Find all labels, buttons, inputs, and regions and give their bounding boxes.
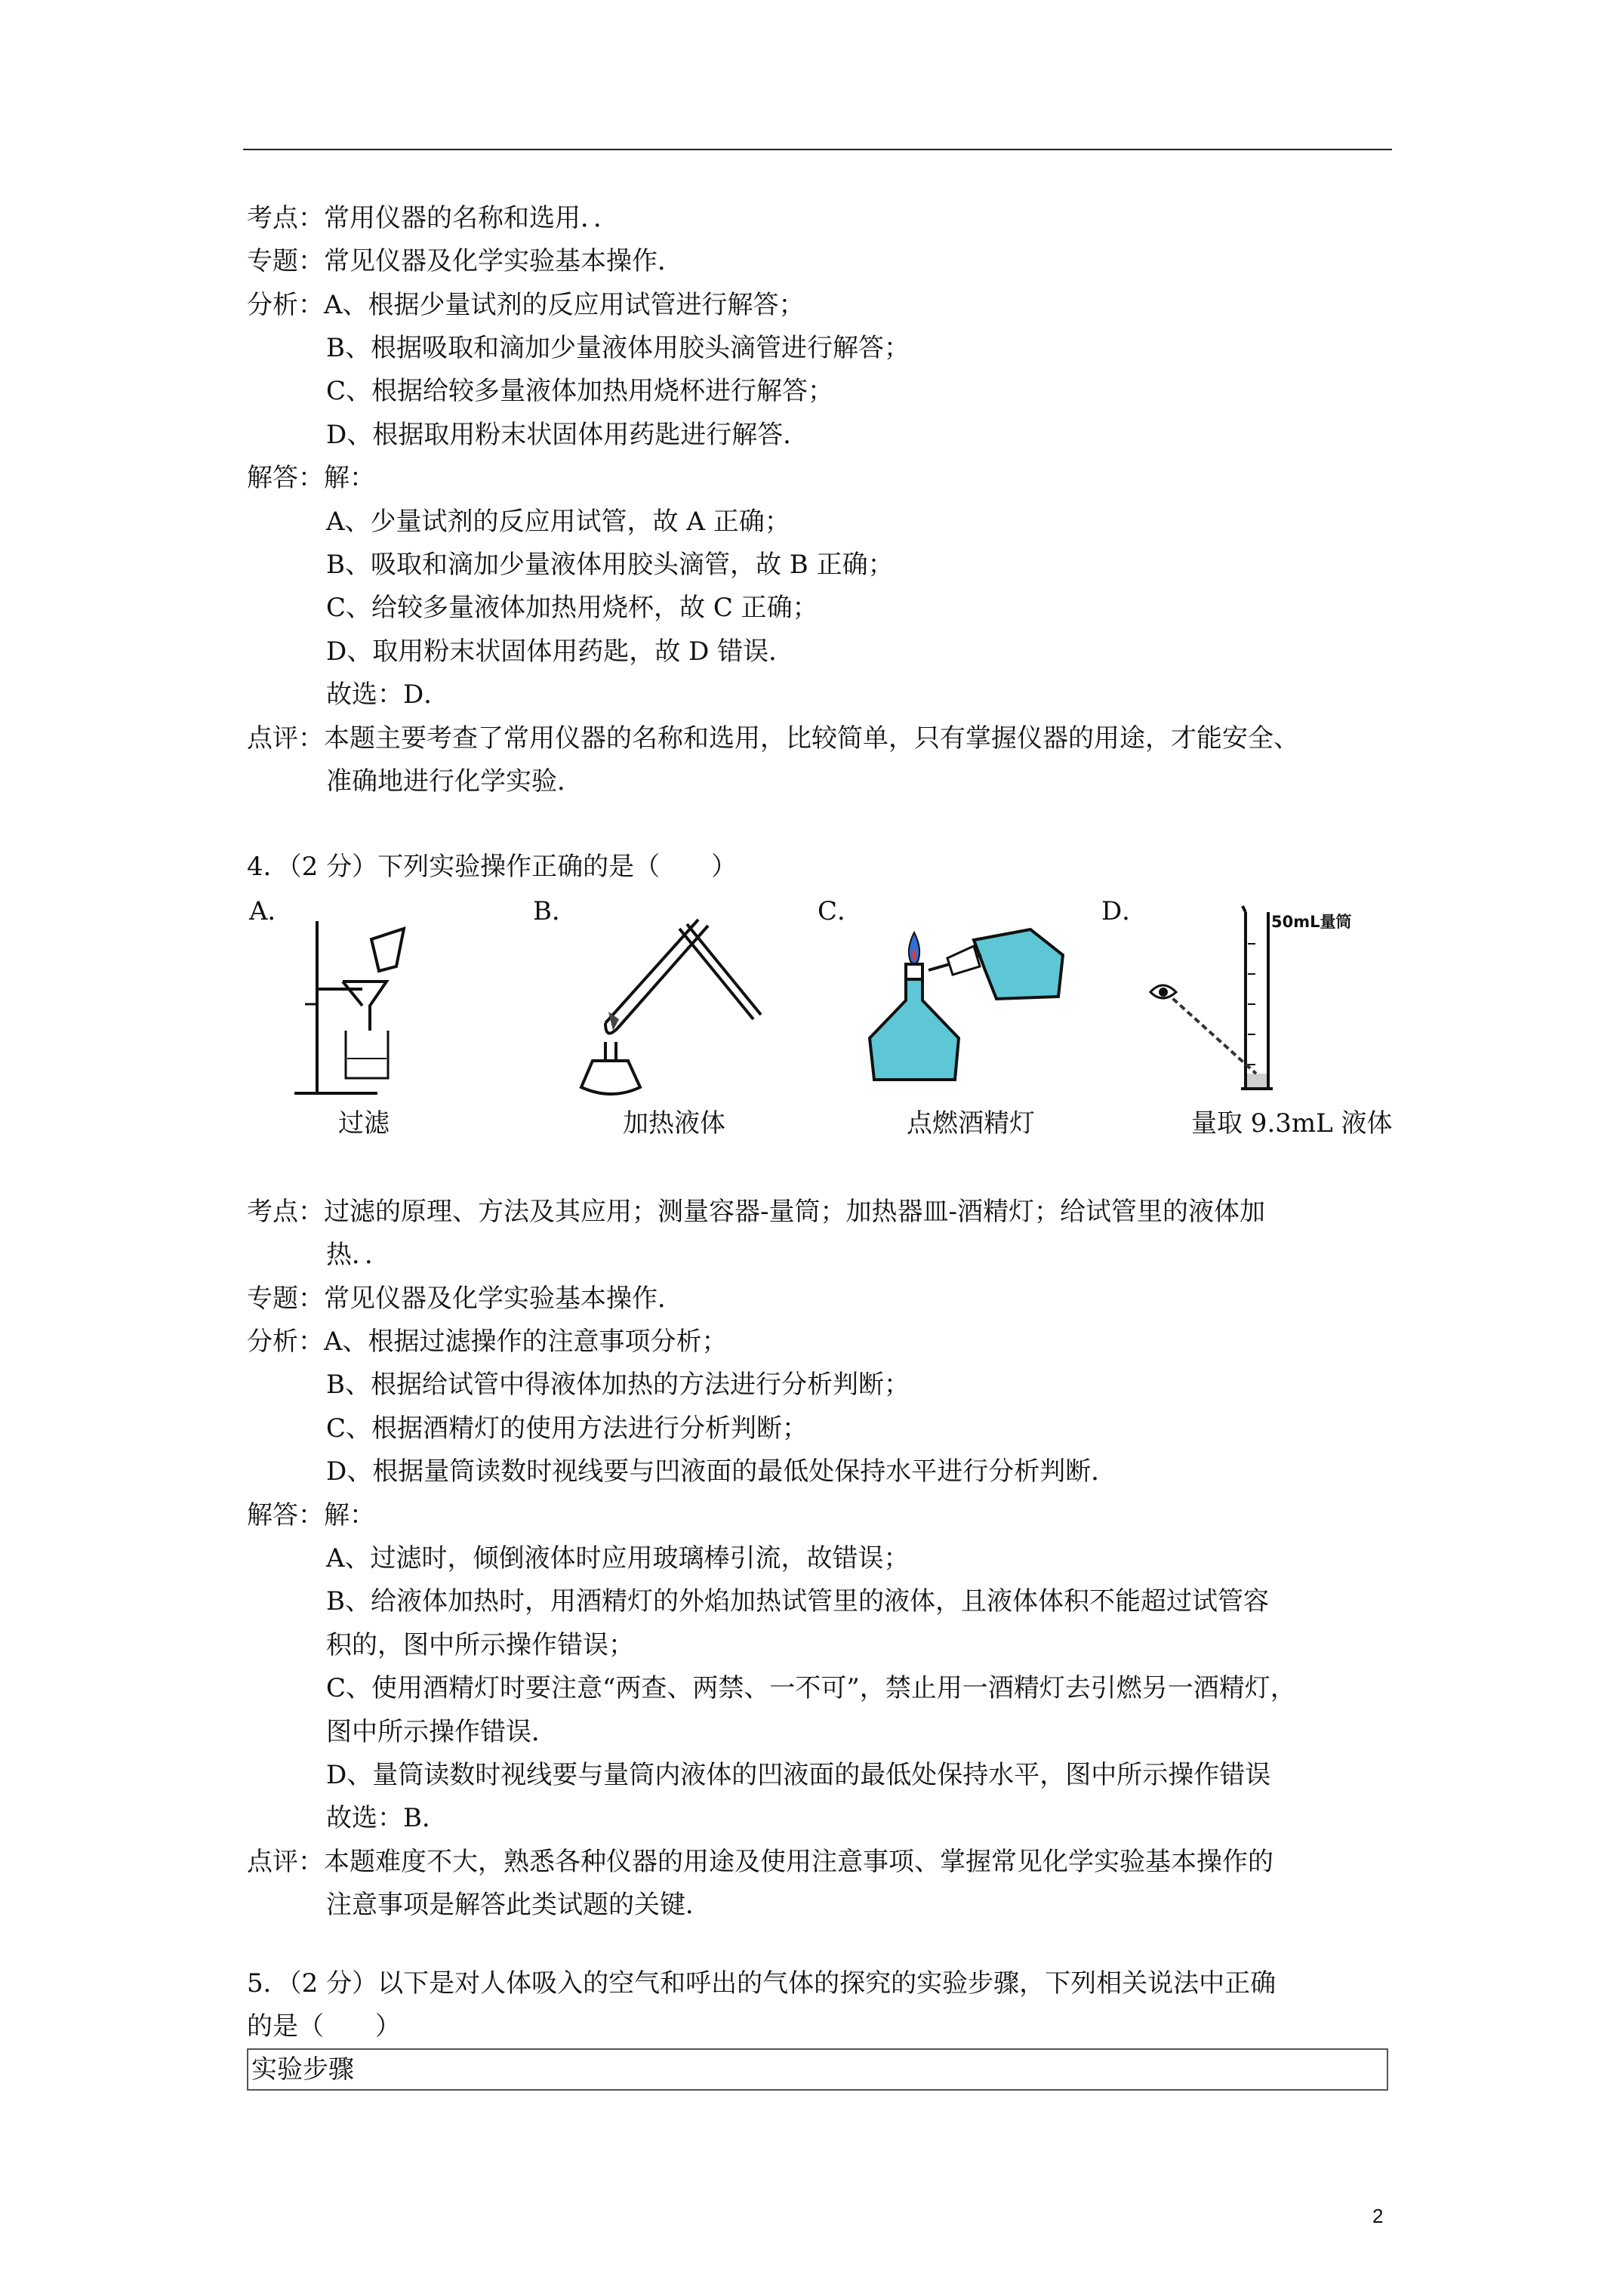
q4-fenxi-line: 分析：A、根据过滤操作的注意事项分析； bbox=[247, 1327, 728, 1357]
table-header-cell: 实验步骤 bbox=[251, 2054, 354, 2085]
q4-fenxi-line: C、根据酒精灯的使用方法进行分析判断； bbox=[326, 1413, 808, 1444]
q4-jieda-line: D、量筒读数时视线要与量筒内液体的凹液面的最低处保持水平，图中所示操作错误 bbox=[326, 1760, 1271, 1790]
q3-jieda-label: 解答：解： bbox=[247, 463, 375, 493]
q4-jieda-line: C、使用酒精灯时要注意“两查、两禁、一不可”，禁止用一酒精灯去引燃另一酒精灯， bbox=[326, 1673, 1296, 1703]
q3-fenxi-line: 分析：A、根据少量试剂的反应用试管进行解答； bbox=[247, 290, 805, 320]
q3-jieda-line: A、少量试剂的反应用试管，故 A 正确； bbox=[326, 507, 790, 537]
q3-jieda-line: 故选：D． bbox=[326, 680, 450, 710]
q4-zhuanti: 专题：常见仪器及化学实验基本操作． bbox=[247, 1284, 683, 1314]
q4-dianping-line: 点评：本题难度不大，熟悉各种仪器的用途及使用注意事项、掌握常见化学实验基本操作的 bbox=[247, 1847, 1273, 1877]
q4-question: 4．（2 分）下列实验操作正确的是（ ） bbox=[247, 852, 738, 882]
q5-question-line: 5．（2 分）以下是对人体吸入的空气和呼出的气体的探究的实验步骤，下列相关说法中正确 bbox=[247, 1968, 1277, 1999]
q4-jieda-line: A、过滤时，倾倒液体时应用玻璃棒引流，故错误； bbox=[326, 1543, 910, 1573]
q4-kaodian-line: 热．． bbox=[326, 1240, 390, 1270]
q3-jieda-line: D、取用粉末状固体用药匙，故 D 错误． bbox=[326, 636, 795, 667]
q4-jieda-label: 解答：解： bbox=[247, 1500, 375, 1530]
experiment-steps-table bbox=[247, 2048, 1388, 2091]
q4-jieda-line: B、给液体加热时，用酒精灯的外焰加热试管里的液体，且液体体积不能超过试管容 bbox=[326, 1586, 1269, 1616]
option-c-caption: 点燃酒精灯 bbox=[907, 1108, 1035, 1139]
option-d-letter: D． bbox=[1101, 896, 1148, 926]
q4-jieda-line: 图中所示操作错误． bbox=[326, 1717, 557, 1747]
option-a-caption: 过滤 bbox=[338, 1108, 390, 1139]
alcohol-lamp-figure bbox=[861, 925, 1072, 1091]
page-number: 2 bbox=[1372, 2205, 1384, 2227]
q4-dianping-line: 注意事项是解答此类试题的关键． bbox=[326, 1890, 711, 1920]
q3-dianping-line: 点评：本题主要考查了常用仪器的名称和选用，比较简单，只有掌握仪器的用途，才能安全、 bbox=[247, 723, 1299, 754]
q4-fenxi-line: D、根据量筒读数时视线要与凹液面的最低处保持水平进行分析判断． bbox=[326, 1456, 1117, 1487]
q5-question-line: 的是（ ） bbox=[247, 2011, 401, 2042]
q3-jieda-line: C、给较多量液体加热用烧杯，故 C 正确； bbox=[326, 593, 818, 623]
q3-fenxi-line: B、根据吸取和滴加少量液体用胶头滴管进行解答； bbox=[326, 333, 910, 363]
graduated-cylinder-figure bbox=[1140, 898, 1404, 1102]
cylinder-label: 50mL量筒 bbox=[1271, 913, 1352, 931]
q4-jieda-line: 积的，图中所示操作错误； bbox=[326, 1630, 634, 1660]
option-d-caption: 量取 9.3mL 液体 bbox=[1191, 1108, 1393, 1139]
q3-zhuanti: 专题：常见仪器及化学实验基本操作． bbox=[247, 246, 683, 276]
option-b-caption: 加热液体 bbox=[623, 1108, 725, 1139]
q3-jieda-line: B、吸取和滴加少量液体用胶头滴管，故 B 正确； bbox=[326, 550, 894, 580]
filtration-figure bbox=[287, 898, 438, 1102]
q3-fenxi-line: C、根据给较多量液体加热用烧杯进行解答； bbox=[326, 376, 834, 406]
q3-fenxi-line: D、根据取用粉末状固体用药匙进行解答． bbox=[326, 420, 809, 450]
q3-dianping-line: 准确地进行化学实验． bbox=[326, 766, 583, 797]
option-a-letter: A． bbox=[249, 896, 294, 926]
option-c-letter: C． bbox=[818, 896, 864, 926]
q4-kaodian-line: 考点：过滤的原理、方法及其应用；测量容器-量筒；加热器皿-酒精灯；给试管里的液体加 bbox=[247, 1197, 1265, 1227]
q4-fenxi-line: B、根据给试管中得液体加热的方法进行分析判断； bbox=[326, 1370, 910, 1400]
q3-kaodian: 考点：常用仪器的名称和选用．． bbox=[247, 203, 619, 233]
q4-jieda-line: 故选：B． bbox=[326, 1803, 448, 1833]
header-rule bbox=[243, 149, 1392, 150]
heating-liquid-figure bbox=[559, 898, 762, 1106]
option-b-letter: B． bbox=[533, 896, 577, 926]
